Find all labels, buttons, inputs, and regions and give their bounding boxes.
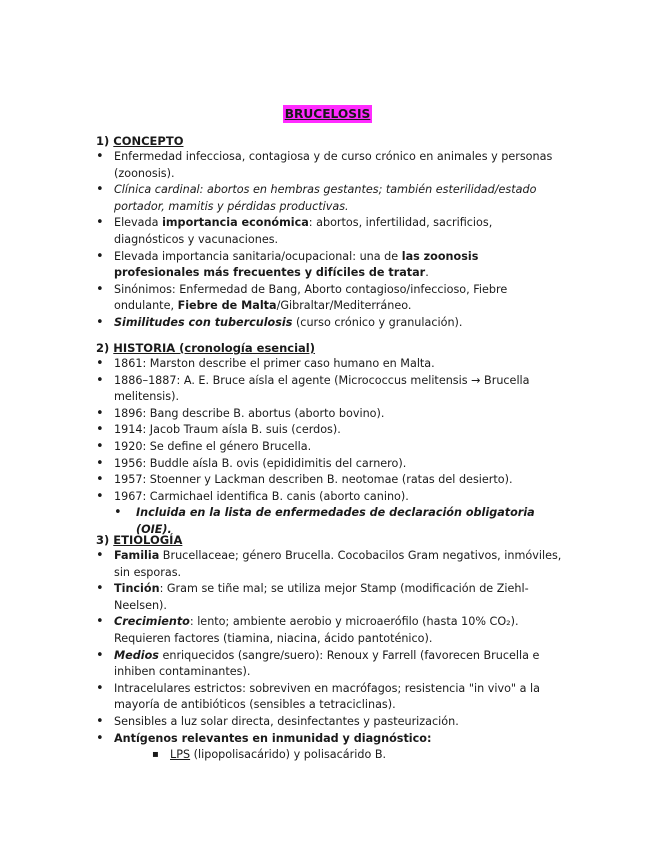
item-text: 1861: Marston describe el primer caso humano en Malta. <box>114 357 435 370</box>
item-text: (lipopolisacárido) y polisacárido B. <box>190 748 387 762</box>
item-emphasis: las zoonosis profesionales más frecuentes y difíciles de tratar <box>114 249 479 280</box>
list-item <box>96 456 566 473</box>
item-text: : abortos, infertilidad, sacrificios, diagnósticos y vacunaciones. <box>114 216 493 246</box>
item-emphasis: Medios <box>114 648 159 662</box>
item-text: : Gram se tiñe mal; se utiliza mejor Stamp (modificación de Ziehl-Neelsen). <box>114 582 529 612</box>
item-underlined: LPS <box>170 748 191 762</box>
item-emphasis: Familia <box>114 549 160 562</box>
item-emphasis: Antígenos relevantes en inmunidad y diagnóstico: <box>114 731 432 745</box>
section-etiologia-heading <box>96 532 182 548</box>
item-emphasis: Fiebre de Malta <box>177 299 277 313</box>
item-emphasis: importancia económica <box>162 216 309 230</box>
item-emphasis: Crecimiento <box>114 615 190 629</box>
item-text: Sensibles a luz solar directa, desinfectantes y pasteurización. <box>114 714 459 728</box>
item-text: Enfermedad infecciosa, contagiosa y de curso crónico en animales y personas (zoonosis). <box>114 150 553 180</box>
item-text: . <box>425 266 429 280</box>
list-item <box>96 282 566 315</box>
document-title <box>0 103 655 123</box>
sublist-item <box>152 747 566 764</box>
item-text: 1886–1887: A. E. Bruce aísla el agente (Micrococcus melitensis → Brucella melitensis). <box>114 373 530 404</box>
item-text: 1914: Jacob Traum aísla B. suis (cerdos). <box>114 423 341 437</box>
list-item <box>96 648 566 681</box>
item-text: Brucellaceae; género Brucella. Cocobacilos Gram negativos, inmóviles, sin esporas. <box>114 549 562 579</box>
item-text: : lento; ambiente aerobio y microaerófilo (hasta 10% CO₂). Requieren factores (tiamina, niacina, ácido pantoténico). <box>114 615 519 645</box>
item-text: 1956: Buddle aísla B. ovis (epididimitis del carnero). <box>114 456 407 470</box>
list-item <box>96 406 566 423</box>
section-historia-heading <box>96 340 315 356</box>
item-text: Elevada importancia sanitaria/ocupacional: una de <box>114 249 402 263</box>
list-item <box>96 215 566 248</box>
list-item <box>96 714 566 731</box>
item-emphasis: Tinción <box>114 582 160 596</box>
concepto-list <box>96 149 566 332</box>
item-text: Sinónimos: Enfermedad de Bang, Aborto contagioso/infeccioso, Fiebre ondulante, <box>114 282 508 313</box>
list-item <box>96 149 566 182</box>
list-item <box>96 581 566 614</box>
item-text: 1920: Se define el género Brucella. <box>114 439 312 453</box>
list-item <box>96 356 566 373</box>
historia-list <box>96 356 566 539</box>
section-number: 2) <box>96 341 110 355</box>
item-text: (curso crónico y granulación). <box>292 315 463 329</box>
item-emphasis: Incluida en la lista de enfermedades de declaración obligatoria (OIE). <box>136 506 535 536</box>
item-text: Intracelulares estrictos: sobreviven en macrófagos; resistencia "in vivo" a la mayoría de antibióticos (sensibles a tetraciclinas). <box>114 681 541 712</box>
section-concepto-heading <box>96 133 183 149</box>
item-text: 1957: Stoenner y Lackman describen B. neotomae (ratas del desierto). <box>114 473 513 487</box>
list-item <box>96 182 566 215</box>
section-title: ETIOLOGÍA <box>113 533 183 547</box>
item-emphasis: Similitudes con tuberculosis <box>114 315 293 329</box>
etiologia-list <box>96 548 566 764</box>
list-item <box>96 614 566 647</box>
item-text: Elevada <box>114 216 163 230</box>
list-item <box>96 249 566 282</box>
item-text: /Gibraltar/Mediterráneo. <box>276 299 412 313</box>
list-item <box>96 731 566 764</box>
item-text: Clínica cardinal: abortos en hembras gestantes; también esterilidad/estado portador, mamitis y pérdidas productivas. <box>114 183 537 213</box>
item-text: 1967: Carmichael identifica B. canis (aborto canino). <box>114 489 409 503</box>
section-title: CONCEPTO <box>113 134 184 148</box>
section-number: 3) <box>96 533 110 547</box>
list-item <box>96 472 566 489</box>
list-item <box>96 315 566 332</box>
list-item <box>96 681 566 714</box>
list-item <box>96 422 566 439</box>
list-item <box>96 439 566 456</box>
list-item <box>96 373 566 406</box>
section-number: 1) <box>96 134 110 148</box>
item-text: enriquecidos (sangre/suero): Renoux y Farrell (favorecen Brucella e inhiben contaminantes). <box>114 648 540 679</box>
list-item <box>96 548 566 581</box>
section-title: HISTORIA (cronología esencial) <box>113 341 315 355</box>
sublist <box>114 747 566 764</box>
item-text: 1896: Bang describe B. abortus (aborto bovino). <box>114 406 385 420</box>
title-text: BRUCELOSIS <box>284 107 371 121</box>
